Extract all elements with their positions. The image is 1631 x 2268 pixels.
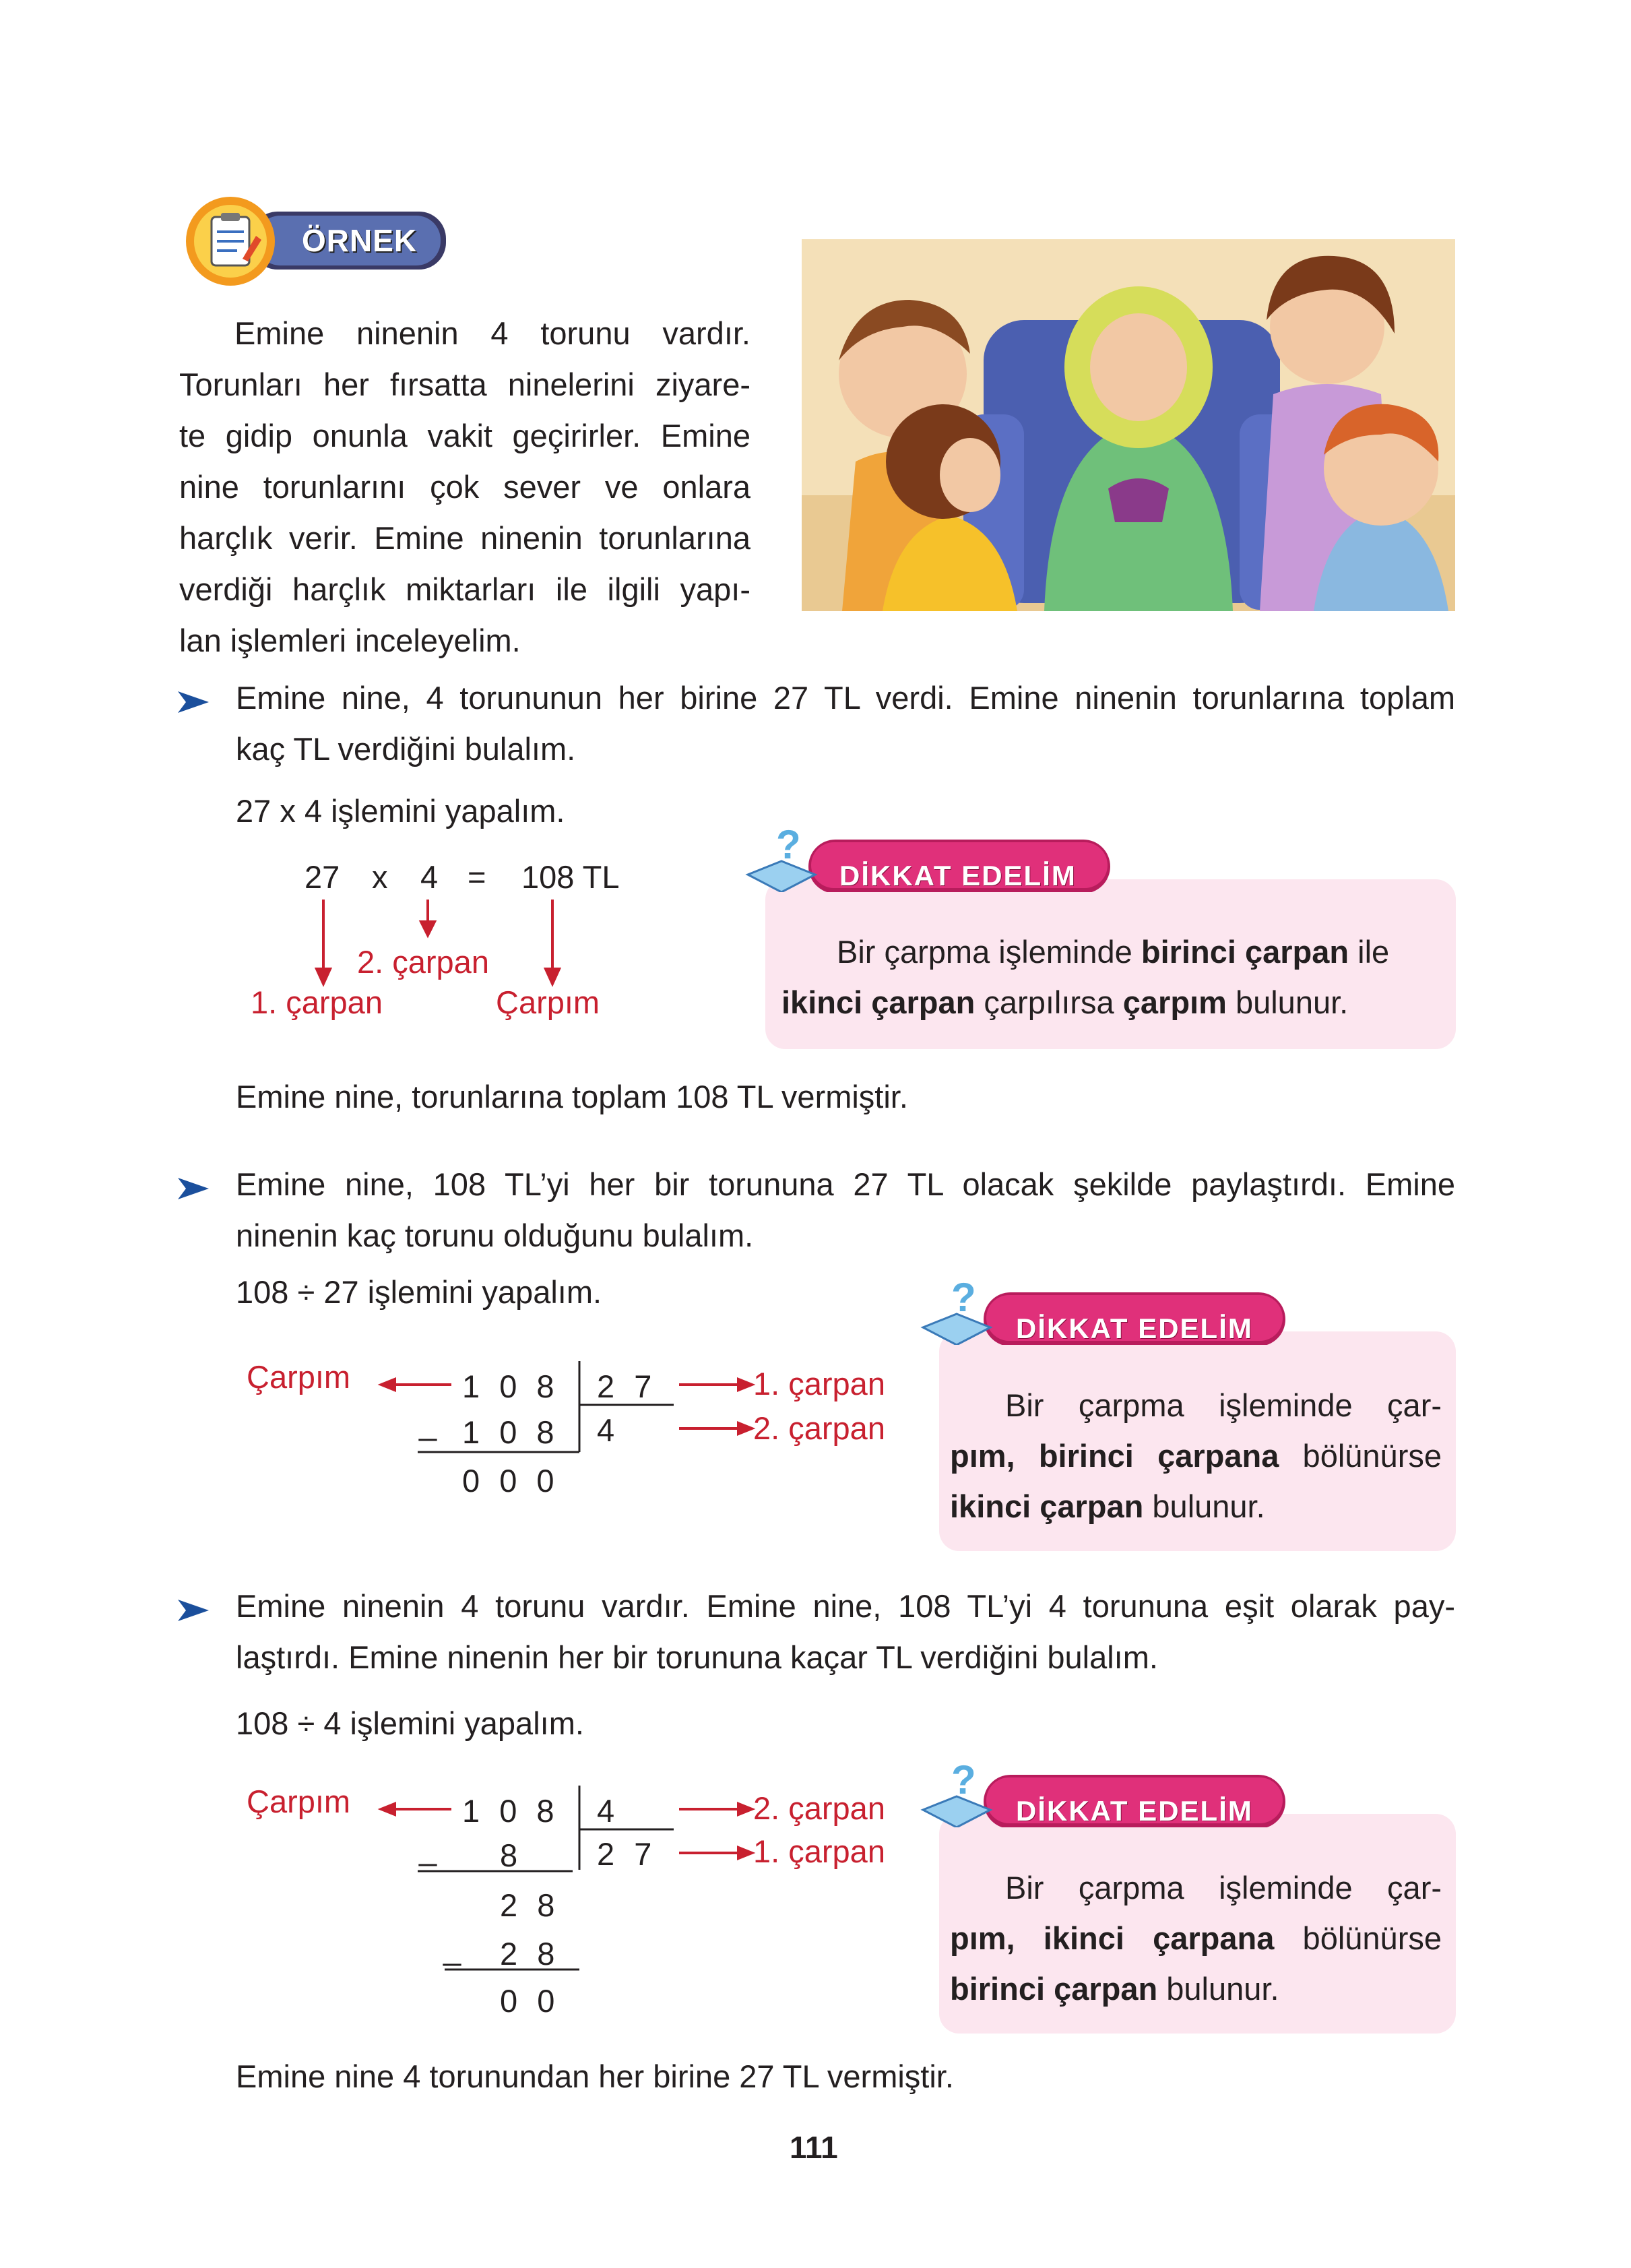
div3-divisor: 4 <box>597 1793 631 1829</box>
section3-line: laştırdı. Emine ninenin her bir torununa kaçar TL verdiğini bulalım. <box>236 1639 1158 1675</box>
callout-text-part: bulunur. <box>1143 1488 1265 1524</box>
callout-bold: pım, birinci çarpana <box>950 1438 1279 1474</box>
callout-line: Bir çarpma işleminde çar- <box>1005 1387 1442 1423</box>
section3-line: Emine ninenin 4 torunu vardır. Emine nine, 108 TL’yi 4 torununa eşit olarak pay- <box>236 1588 1455 1624</box>
eq-equals: = <box>468 859 486 895</box>
callout-text-part: Bir çarpma işleminde <box>837 934 1141 970</box>
question-book-icon <box>923 1763 990 1827</box>
div2-divisor: 2 7 <box>597 1368 658 1404</box>
intro-line: verdiği harçlık miktarları ile ilgili yapı- <box>179 571 750 607</box>
bullet-arrow-icon <box>177 1597 210 1624</box>
div3-sub2: 2 8 <box>500 1936 561 1972</box>
label-product: Çarpım <box>496 984 600 1020</box>
label-first-factor: 1. çarpan <box>251 984 383 1020</box>
division-lines <box>377 1782 761 1971</box>
div2-label-first: 1. çarpan <box>753 1366 885 1401</box>
intro-line: nine torunlarını çok sever ve onlara <box>179 469 750 505</box>
callout-text-part: bölünürse <box>1279 1438 1442 1474</box>
label-second-factor: 2. çarpan <box>357 944 489 980</box>
div3-sub1: 8 <box>500 1837 534 1873</box>
bullet-arrow-icon <box>177 1175 210 1202</box>
callout-bold: birinci çarpan <box>1141 934 1349 970</box>
intro-line: harçlık verir. Emine ninenin torunlarına <box>179 520 750 556</box>
div3-label-product: Çarpım <box>247 1784 351 1819</box>
div2-minus: _ <box>419 1406 453 1441</box>
callout-title: DİKKAT EDELİM <box>1016 1795 1253 1827</box>
intro-paragraph <box>179 308 750 666</box>
div2-quotient: 4 <box>597 1412 631 1448</box>
section1-operation: 27 x 4 işlemini yapalım. <box>236 793 565 829</box>
question-book-icon <box>748 827 815 892</box>
callout-text <box>950 1380 1442 1532</box>
intro-line: Emine ninenin 4 torunu vardır. <box>234 315 750 351</box>
intro-line: Torunları her fırsatta ninelerini ziyare- <box>179 367 750 402</box>
eq-second-factor: 4 <box>420 859 439 895</box>
callout-line: Bir çarpma işleminde çar- <box>1005 1870 1442 1905</box>
eq-first-factor: 27 <box>305 859 340 895</box>
intro-line: te gidip onunla vakit geçirirler. Emine <box>179 418 750 453</box>
family-scene-image <box>802 239 1455 611</box>
callout-bold: birinci çarpan <box>950 1971 1158 2007</box>
callout-bold: ikinci çarpan <box>950 1488 1144 1524</box>
callout-text-part: ile <box>1349 934 1390 970</box>
callout-text-part: bulunur. <box>1226 984 1349 1020</box>
section1-line: Emine nine, 4 torununun her birine 27 TL verdi. Emine ninenin torunlarına toplam <box>236 680 1455 716</box>
div3-minus2: _ <box>443 1930 478 1966</box>
div3-label-second: 2. çarpan <box>753 1790 885 1826</box>
section2-line: ninenin kaç torunu olduğunu bulalım. <box>236 1218 754 1253</box>
div3-quotient: 2 7 <box>597 1836 658 1872</box>
grandmother-illustration <box>802 239 1455 611</box>
div3-minus: _ <box>419 1831 453 1866</box>
section1-result: Emine nine, torunlarına toplam 108 TL vermiştir. <box>236 1079 908 1114</box>
div2-label-product: Çarpım <box>247 1359 351 1395</box>
right-arrows-icon <box>679 1804 752 1858</box>
callout-text <box>950 1862 1442 2014</box>
svg-text:?: ? <box>776 827 801 867</box>
section2-operation: 108 ÷ 27 işlemini yapalım. <box>236 1274 602 1310</box>
left-arrow-icon <box>381 1379 451 1390</box>
callout-bold: pım, ikinci çarpana <box>950 1920 1275 1956</box>
div2-remainder: 0 0 0 <box>462 1463 560 1499</box>
svg-text:?: ? <box>951 1763 976 1802</box>
svg-text:?: ? <box>951 1280 976 1320</box>
callout-title: DİKKAT EDELİM <box>1016 1313 1253 1344</box>
div2-label-second: 2. çarpan <box>753 1410 885 1446</box>
callout-bold: ikinci çarpan <box>781 984 976 1020</box>
div2-subtrahend: 1 0 8 <box>462 1414 560 1450</box>
division-lines <box>377 1358 761 1492</box>
callout-text-part: bölünürse <box>1274 1920 1442 1956</box>
section2-text <box>236 1159 1455 1261</box>
right-arrows-icon <box>679 1379 752 1434</box>
left-arrow-icon <box>381 1804 451 1815</box>
page-number: 111 <box>790 2130 838 2165</box>
callout-title: DİKKAT EDELİM <box>839 860 1077 891</box>
callout-text-part: çarpılırsa <box>975 984 1123 1020</box>
eq-product: 108 TL <box>521 859 620 895</box>
div3-dividend: 1 0 8 <box>462 1793 560 1829</box>
section1-line: kaç TL verdiğini bulalım. <box>236 731 576 767</box>
div3-remainder: 0 0 <box>500 1983 561 2019</box>
callout-text <box>781 926 1442 1028</box>
div3-label-first: 1. çarpan <box>753 1833 885 1869</box>
callout-text-part: bulunur. <box>1157 1971 1279 2007</box>
section3-text <box>236 1581 1455 1683</box>
example-badge-label: ÖRNEK <box>302 223 418 258</box>
question-book-icon <box>923 1280 990 1345</box>
bullet-arrow-icon <box>177 689 210 716</box>
example-badge <box>183 194 453 288</box>
intro-line: lan işlemleri inceleyelim. <box>179 623 521 658</box>
callout-bold: çarpım <box>1122 984 1227 1020</box>
eq-times: x <box>372 859 388 895</box>
section3-result: Emine nine 4 torunundan her birine 27 TL vermiştir. <box>236 2058 954 2094</box>
div3-mid: 2 8 <box>500 1887 561 1923</box>
section3-operation: 108 ÷ 4 işlemini yapalım. <box>236 1705 584 1741</box>
section2-line: Emine nine, 108 TL’yi her bir torununa 27 TL olacak şekilde paylaştırdı. Emine <box>236 1166 1455 1202</box>
section1-text <box>236 672 1455 775</box>
div2-dividend: 1 0 8 <box>462 1368 560 1404</box>
